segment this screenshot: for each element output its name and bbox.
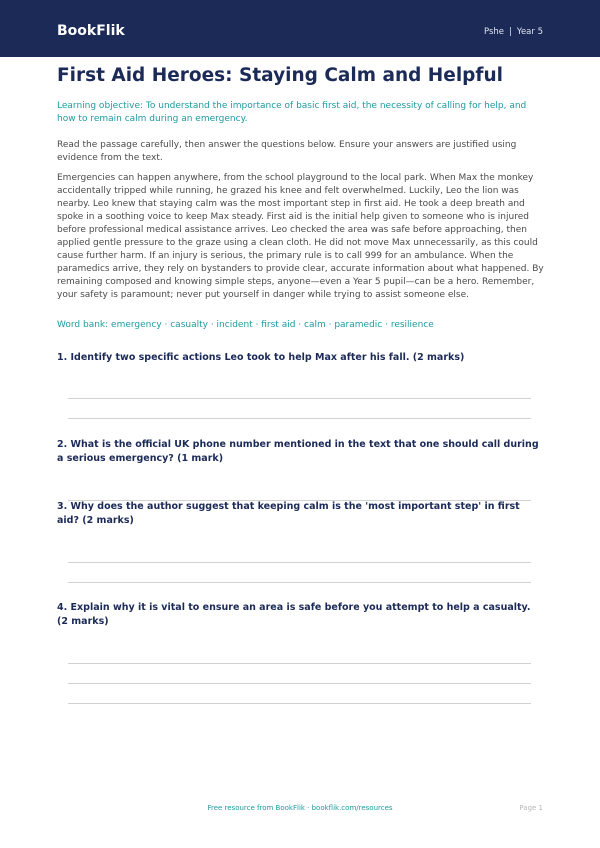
answer-line[interactable] (68, 418, 531, 419)
subject-label: Pshe (483, 27, 505, 37)
brand-logo[interactable]: BookFlik (57, 23, 125, 39)
meta-separator: | (509, 27, 512, 37)
word-bank: Word bank: emergency · casualty · incident · first aid · calm · paramedic · resilience (57, 320, 434, 330)
page-header (0, 0, 600, 57)
footer-credit[interactable]: Free resource from BookFlik · bookflik.com/resources (207, 804, 393, 812)
reading-passage: Emergencies can happen anywhere, from the school playground to the local park. When Max the monkey accidentally tripped while running, he grazed his knee and felt overwhelmed. Luckily, Leo the lion was nearby. Leo knew that staying calm was the most important step in first aid. He took a deep breath and spoke in a soothing voice to keep Max steady. First aid is the initial help given to someone who is injured before professional medical assistance arrives. Leo checked the area was safe before approaching, then applied gentle pressure to the graze using a clean cloth. He did not move Max unnecessarily, as this could cause further harm. If an injury is serious, the primary rule is to call 999 for an ambulance. When the paramedics arrive, they rely on bystanders to provide clear, accurate information about what happened. By remaining composed and knowing simple steps, anyone—even a Year 5 pupil—can be a hero. Remember, your safety is paramount; never put yourself in danger while trying to assist someone else. (57, 173, 544, 300)
question-2: 2. What is the official UK phone number mentioned in the text that one should call during a serious emergency? (1 mark) (57, 439, 539, 464)
answer-line[interactable] (68, 582, 531, 583)
answer-line[interactable] (68, 562, 531, 563)
worksheet-title: First Aid Heroes: Staying Calm and Helpful (57, 65, 503, 86)
question-3: 3. Why does the author suggest that keeping calm is the 'most important step' in first aid? (2 marks) (57, 501, 520, 526)
page-number: Page 1 (519, 804, 543, 812)
question-4: 4. Explain why it is vital to ensure an area is safe before you attempt to help a casualty. (2 marks) (57, 602, 531, 627)
instructions: Read the passage carefully, then answer the questions below. Ensure your answers are justified using evidence from the text. (57, 140, 517, 163)
learning-objective: Learning objective: To understand the importance of basic first aid, the necessity of calling for help, and how to remain calm during an emergency. (57, 101, 527, 124)
year-label: Year 5 (516, 27, 543, 37)
answer-line[interactable] (68, 398, 531, 399)
answer-line[interactable] (68, 663, 531, 664)
question-1: 1. Identify two specific actions Leo took to help Max after his fall. (2 marks) (57, 352, 465, 363)
subject-year-label (484, 26, 543, 38)
answer-line[interactable] (68, 703, 531, 704)
answer-line[interactable] (68, 683, 531, 684)
